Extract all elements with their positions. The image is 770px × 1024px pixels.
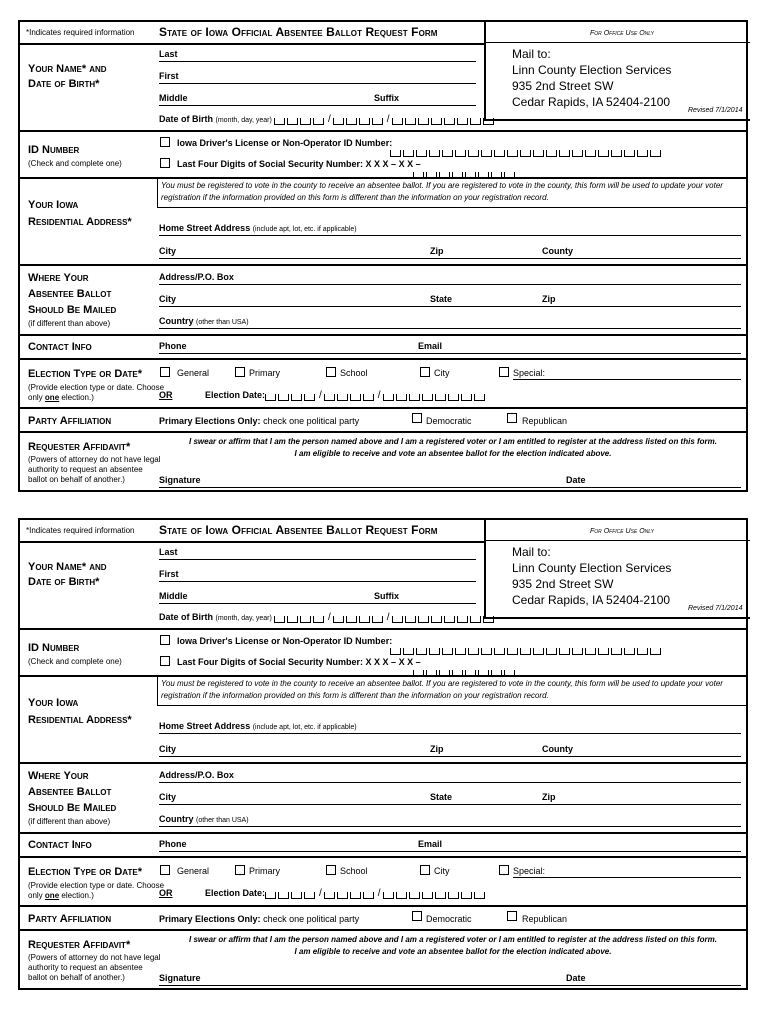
last-name-label: Last bbox=[159, 49, 178, 59]
mailing-address-field[interactable] bbox=[159, 782, 741, 783]
office-use-box bbox=[484, 519, 750, 619]
or-label: OR bbox=[159, 390, 173, 400]
primary-label: Primary bbox=[249, 368, 280, 378]
id-license-field[interactable] bbox=[390, 637, 663, 655]
election-heading: Election Type or Date* bbox=[28, 866, 142, 878]
special-field[interactable] bbox=[513, 379, 741, 380]
date-label: Date bbox=[566, 475, 586, 485]
city-checkbox[interactable] bbox=[420, 367, 430, 377]
home-county-label: County bbox=[542, 246, 573, 256]
special-field[interactable] bbox=[513, 877, 741, 878]
id-ssn-checkbox[interactable] bbox=[160, 656, 170, 666]
contact-field[interactable] bbox=[159, 851, 741, 852]
mailing-note: (if different than above) bbox=[28, 319, 111, 328]
last-name-field[interactable] bbox=[159, 61, 476, 62]
election-date-field[interactable]: / / bbox=[265, 888, 487, 899]
mail-to-label: Mail to: bbox=[512, 47, 551, 61]
affidavit-note: (Powers of attorney do not have legal authority to request an absentee ballot on behalf of another.) bbox=[28, 455, 161, 484]
election-date-field[interactable]: / / bbox=[265, 390, 487, 401]
party-heading: Party Affiliation bbox=[28, 913, 112, 925]
democratic-checkbox[interactable] bbox=[412, 911, 422, 921]
mail-to-line2: 935 2nd Street SW bbox=[512, 577, 614, 591]
absentee-ballot-form bbox=[18, 20, 748, 492]
id-ssn-checkbox[interactable] bbox=[160, 158, 170, 168]
office-use-label: For Office Use Only bbox=[590, 30, 654, 37]
required-note: *Indicates required information bbox=[26, 28, 135, 37]
id-heading: ID Number bbox=[28, 642, 80, 654]
signature-label: Signature bbox=[159, 973, 201, 983]
id-license-label: Iowa Driver's License or Non-Operator ID Number: bbox=[177, 138, 393, 148]
home-street-label: Home Street Address (include apt, lot, etc. if applicable) bbox=[159, 721, 357, 731]
middle-suffix-field[interactable] bbox=[159, 603, 476, 604]
general-label: General bbox=[177, 866, 210, 876]
affidavit-oath: I swear or affirm that I am the person named above and I am a registered voter or I am entitled to register at the address listed on this form. I am eligible to receive and vote an absentee ballot for the election indicated above. bbox=[189, 935, 717, 956]
democratic-label: Democratic bbox=[426, 416, 472, 426]
democratic-label: Democratic bbox=[426, 914, 472, 924]
office-use-box bbox=[484, 21, 750, 121]
id-license-checkbox[interactable] bbox=[160, 137, 170, 147]
mail-to-address bbox=[512, 46, 671, 110]
signature-field[interactable] bbox=[159, 985, 741, 986]
election-date-label: Election Date: bbox=[205, 390, 266, 400]
city-label: City bbox=[434, 866, 450, 876]
residence-heading: Your Iowa Residential Address* bbox=[28, 697, 132, 726]
special-checkbox[interactable] bbox=[499, 865, 509, 875]
revised-date: Revised 7/1/2014 bbox=[688, 107, 743, 114]
home-street-label: Home Street Address (include apt, lot, etc. if applicable) bbox=[159, 223, 357, 233]
affidavit-oath: I swear or affirm that I am the person named above and I am a registered voter or I am entitled to register at the address listed on this form. I am eligible to receive and vote an absentee ballot for the election indicated above. bbox=[189, 437, 717, 458]
suffix-label: Suffix bbox=[374, 591, 400, 601]
party-instruction: Primary Elections Only: check one political party bbox=[159, 416, 360, 426]
election-date-label: Election Date: bbox=[205, 888, 266, 898]
republican-label: Republican bbox=[522, 914, 568, 924]
home-city-zip-county-field[interactable] bbox=[159, 258, 741, 259]
mailing-heading: Where Your Absentee Ballot Should Be Mailed bbox=[28, 272, 117, 316]
form-title: State of Iowa Official Absentee Ballot Request Form bbox=[159, 523, 438, 537]
or-label: OR bbox=[159, 888, 173, 898]
date-label: Date bbox=[566, 973, 586, 983]
home-street-field[interactable] bbox=[159, 235, 741, 236]
home-city-label: City bbox=[159, 246, 177, 256]
special-label: Special: bbox=[513, 368, 546, 378]
general-checkbox[interactable] bbox=[160, 367, 170, 377]
primary-checkbox[interactable] bbox=[235, 865, 245, 875]
mailing-zip-label: Zip bbox=[542, 792, 556, 802]
phone-label: Phone bbox=[159, 839, 187, 849]
republican-label: Republican bbox=[522, 416, 568, 426]
id-ssn-label: Last Four Digits of Social Security Number: X X X – X X – bbox=[177, 159, 421, 169]
suffix-label: Suffix bbox=[374, 93, 400, 103]
school-checkbox[interactable] bbox=[326, 865, 336, 875]
id-note: (Check and complete one) bbox=[28, 657, 122, 666]
home-zip-label: Zip bbox=[430, 246, 444, 256]
primary-checkbox[interactable] bbox=[235, 367, 245, 377]
id-license-field[interactable] bbox=[390, 139, 663, 157]
school-checkbox[interactable] bbox=[326, 367, 336, 377]
mailing-city-state-zip-field[interactable] bbox=[159, 306, 741, 307]
mailing-heading: Where Your Absentee Ballot Should Be Mailed bbox=[28, 770, 117, 814]
home-city-label: City bbox=[159, 744, 177, 754]
first-name-label: First bbox=[159, 569, 179, 579]
form-title: State of Iowa Official Absentee Ballot Request Form bbox=[159, 25, 438, 39]
email-label: Email bbox=[418, 839, 443, 849]
mailing-city-state-zip-field[interactable] bbox=[159, 804, 741, 805]
school-label: School bbox=[340, 866, 368, 876]
signature-field[interactable] bbox=[159, 487, 741, 488]
absentee-ballot-form bbox=[18, 518, 748, 990]
mail-to-label: Mail to: bbox=[512, 545, 551, 559]
middle-name-label: Middle bbox=[159, 93, 188, 103]
mailing-note: (if different than above) bbox=[28, 817, 111, 826]
general-checkbox[interactable] bbox=[160, 865, 170, 875]
mail-to-line3: Cedar Rapids, IA 52404-2100 bbox=[512, 95, 671, 109]
election-heading: Election Type or Date* bbox=[28, 368, 142, 380]
school-label: School bbox=[340, 368, 368, 378]
last-name-label: Last bbox=[159, 547, 178, 557]
name-heading: Your Name* and Date of Birth* bbox=[28, 63, 107, 90]
contact-heading: Contact Info bbox=[28, 839, 92, 851]
mailing-address-label: Address/P.O. Box bbox=[159, 770, 234, 780]
mailing-country-label: Country (other than USA) bbox=[159, 316, 249, 326]
mailing-city-label: City bbox=[159, 294, 177, 304]
last-name-field[interactable] bbox=[159, 559, 476, 560]
mailing-state-label: State bbox=[430, 792, 453, 802]
city-checkbox[interactable] bbox=[420, 865, 430, 875]
dob-field[interactable]: / / bbox=[274, 114, 496, 125]
mailing-zip-label: Zip bbox=[542, 294, 556, 304]
dob-field[interactable]: / / bbox=[274, 612, 496, 623]
id-license-checkbox[interactable] bbox=[160, 635, 170, 645]
mail-to-address bbox=[512, 544, 671, 608]
first-name-label: First bbox=[159, 71, 179, 81]
affidavit-heading: Requester Affidavit* bbox=[28, 939, 131, 951]
id-heading: ID Number bbox=[28, 144, 80, 156]
dob-label: Date of Birth (month, day, year) bbox=[159, 612, 272, 622]
registration-notice: You must be registered to vote in the county to receive an absentee ballot. If you are registered to vote in the county, this form will be used to update your voter registration if the information provided on this form is different than the information on your registration record. bbox=[157, 676, 747, 706]
revised-date: Revised 7/1/2014 bbox=[688, 605, 743, 612]
election-note: (Provide election type or date. Choose only one election.) bbox=[28, 383, 165, 402]
home-city-zip-county-field[interactable] bbox=[159, 756, 741, 757]
special-label: Special: bbox=[513, 866, 546, 876]
middle-suffix-field[interactable] bbox=[159, 105, 476, 106]
election-note: (Provide election type or date. Choose only one election.) bbox=[28, 881, 165, 900]
primary-label: Primary bbox=[249, 866, 280, 876]
city-label: City bbox=[434, 368, 450, 378]
email-label: Email bbox=[418, 341, 443, 351]
mailing-city-label: City bbox=[159, 792, 177, 802]
affidavit-note: (Powers of attorney do not have legal authority to request an absentee ballot on behalf of another.) bbox=[28, 953, 161, 982]
home-county-label: County bbox=[542, 744, 573, 754]
mailing-address-label: Address/P.O. Box bbox=[159, 272, 234, 282]
middle-name-label: Middle bbox=[159, 591, 188, 601]
office-use-label: For Office Use Only bbox=[590, 528, 654, 535]
party-heading: Party Affiliation bbox=[28, 415, 112, 427]
id-note: (Check and complete one) bbox=[28, 159, 122, 168]
name-heading: Your Name* and Date of Birth* bbox=[28, 561, 107, 588]
mailing-address-field[interactable] bbox=[159, 284, 741, 285]
id-ssn-label: Last Four Digits of Social Security Number: X X X – X X – bbox=[177, 657, 421, 667]
first-name-field[interactable] bbox=[159, 581, 476, 582]
home-zip-label: Zip bbox=[430, 744, 444, 754]
party-instruction: Primary Elections Only: check one political party bbox=[159, 914, 360, 924]
mailing-country-field[interactable] bbox=[159, 826, 741, 827]
mail-to-line2: 935 2nd Street SW bbox=[512, 79, 614, 93]
mail-to-line3: Cedar Rapids, IA 52404-2100 bbox=[512, 593, 671, 607]
id-license-label: Iowa Driver's License or Non-Operator ID Number: bbox=[177, 636, 393, 646]
first-name-field[interactable] bbox=[159, 83, 476, 84]
mailing-country-label: Country (other than USA) bbox=[159, 814, 249, 824]
dob-label: Date of Birth (month, day, year) bbox=[159, 114, 272, 124]
mail-to-line1: Linn County Election Services bbox=[512, 63, 672, 77]
signature-label: Signature bbox=[159, 475, 201, 485]
special-checkbox[interactable] bbox=[499, 367, 509, 377]
mailing-state-label: State bbox=[430, 294, 453, 304]
phone-label: Phone bbox=[159, 341, 187, 351]
mail-to-line1: Linn County Election Services bbox=[512, 561, 672, 575]
contact-field[interactable] bbox=[159, 353, 741, 354]
general-label: General bbox=[177, 368, 210, 378]
democratic-checkbox[interactable] bbox=[412, 413, 422, 423]
contact-heading: Contact Info bbox=[28, 341, 92, 353]
affidavit-heading: Requester Affidavit* bbox=[28, 441, 131, 453]
registration-notice: You must be registered to vote in the county to receive an absentee ballot. If you are registered to vote in the county, this form will be used to update your voter registration if the information provided on this form is different than the information on your registration record. bbox=[157, 178, 747, 208]
republican-checkbox[interactable] bbox=[507, 911, 517, 921]
required-note: *Indicates required information bbox=[26, 526, 135, 535]
republican-checkbox[interactable] bbox=[507, 413, 517, 423]
home-street-field[interactable] bbox=[159, 733, 741, 734]
residence-heading: Your Iowa Residential Address* bbox=[28, 199, 132, 228]
mailing-country-field[interactable] bbox=[159, 328, 741, 329]
